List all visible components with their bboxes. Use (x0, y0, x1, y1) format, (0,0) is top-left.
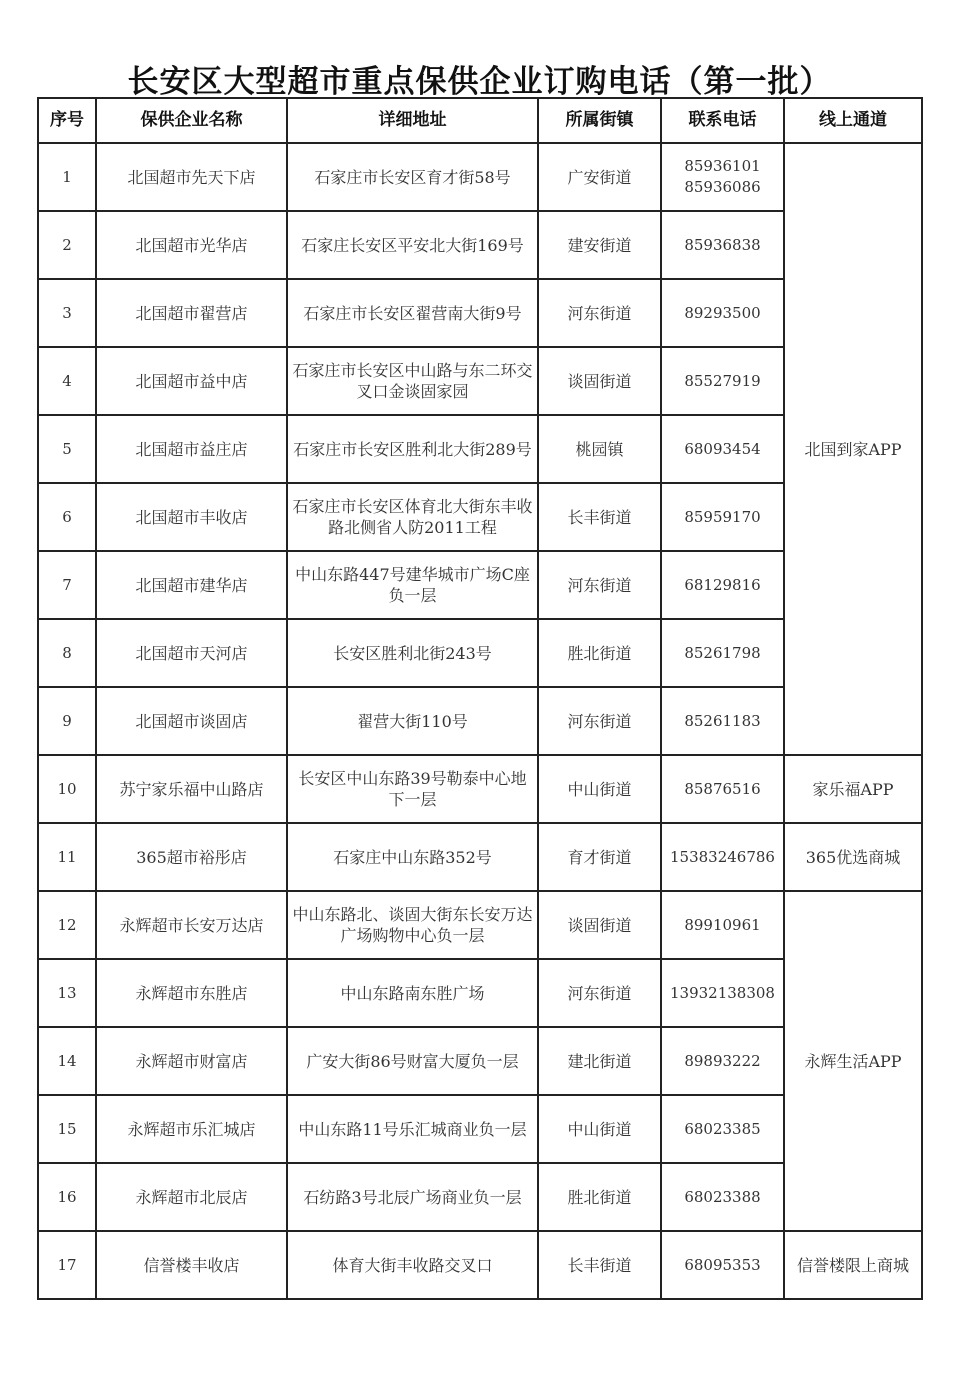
address: 广安大街86号财富大厦负一层 (287, 1027, 538, 1095)
phone-number: 85959170 (661, 483, 784, 551)
company-name: 北国超市光华店 (96, 211, 287, 279)
online-channel: 信誉楼限上商城 (784, 1231, 922, 1299)
table-body (38, 143, 922, 1299)
phone-number: 85936101 85936086 (661, 143, 784, 211)
street-town: 桃园镇 (538, 415, 661, 483)
street-town: 建安街道 (538, 211, 661, 279)
table-row (38, 891, 922, 959)
company-name: 永辉超市北辰店 (96, 1163, 287, 1231)
street-town: 河东街道 (538, 959, 661, 1027)
online-channel: 北国到家APP (784, 143, 922, 755)
row-number: 3 (38, 279, 96, 347)
street-town: 河东街道 (538, 687, 661, 755)
phone-number: 68129816 (661, 551, 784, 619)
street-town: 建北街道 (538, 1027, 661, 1095)
row-number: 7 (38, 551, 96, 619)
phone-number: 15383246786 (661, 823, 784, 891)
address: 石家庄中山东路352号 (287, 823, 538, 891)
row-number: 2 (38, 211, 96, 279)
company-name: 北国超市翟营店 (96, 279, 287, 347)
phone-number: 68095353 (661, 1231, 784, 1299)
row-number: 13 (38, 959, 96, 1027)
page-title: 长安区大型超市重点保供企业订购电话（第一批） (127, 64, 832, 100)
supplier-table (37, 97, 923, 1300)
row-number: 16 (38, 1163, 96, 1231)
street-town: 中山街道 (538, 1095, 661, 1163)
phone-number: 85261183 (661, 687, 784, 755)
street-town: 长丰街道 (538, 483, 661, 551)
table-header-row (38, 98, 922, 143)
address: 石家庄市长安区体育北大街东丰收路北侧省人防2011工程 (287, 483, 538, 551)
street-town: 长丰街道 (538, 1231, 661, 1299)
table-row (38, 823, 922, 891)
online-channel: 永辉生活APP (784, 891, 922, 1231)
table-row (38, 755, 922, 823)
phone-number: 68023388 (661, 1163, 784, 1231)
company-name: 北国超市益中店 (96, 347, 287, 415)
phone-number: 85527919 (661, 347, 784, 415)
company-name: 北国超市益庄店 (96, 415, 287, 483)
header-cell: 线上通道 (784, 98, 922, 143)
row-number: 10 (38, 755, 96, 823)
street-town: 河东街道 (538, 279, 661, 347)
address: 中山东路447号建华城市广场C座负一层 (287, 551, 538, 619)
row-number: 9 (38, 687, 96, 755)
company-name: 信誉楼丰收店 (96, 1231, 287, 1299)
street-town: 胜北街道 (538, 619, 661, 687)
company-name: 永辉超市乐汇城店 (96, 1095, 287, 1163)
company-name: 北国超市丰收店 (96, 483, 287, 551)
street-town: 育才街道 (538, 823, 661, 891)
company-name: 北国超市天河店 (96, 619, 287, 687)
address: 翟营大街110号 (287, 687, 538, 755)
online-channel: 365优选商城 (784, 823, 922, 891)
row-number: 15 (38, 1095, 96, 1163)
address: 石家庄市长安区翟营南大街9号 (287, 279, 538, 347)
header-cell: 保供企业名称 (96, 98, 287, 143)
company-name: 365超市裕彤店 (96, 823, 287, 891)
company-name: 永辉超市财富店 (96, 1027, 287, 1095)
phone-number: 89293500 (661, 279, 784, 347)
phone-number: 13932138308 (661, 959, 784, 1027)
street-town: 中山街道 (538, 755, 661, 823)
row-number: 17 (38, 1231, 96, 1299)
address: 中山东路北、谈固大街东长安万达广场购物中心负一层 (287, 891, 538, 959)
phone-number: 68093454 (661, 415, 784, 483)
row-number: 5 (38, 415, 96, 483)
phone-number: 89893222 (661, 1027, 784, 1095)
street-town: 谈固街道 (538, 347, 661, 415)
street-town: 谈固街道 (538, 891, 661, 959)
row-number: 6 (38, 483, 96, 551)
phone-number: 68023385 (661, 1095, 784, 1163)
company-name: 北国超市建华店 (96, 551, 287, 619)
address: 石纺路3号北辰广场商业负一层 (287, 1163, 538, 1231)
phone-number: 85261798 (661, 619, 784, 687)
company-name: 永辉超市东胜店 (96, 959, 287, 1027)
phone-number: 85936838 (661, 211, 784, 279)
row-number: 11 (38, 823, 96, 891)
street-town: 河东街道 (538, 551, 661, 619)
street-town: 广安街道 (538, 143, 661, 211)
company-name: 苏宁家乐福中山路店 (96, 755, 287, 823)
address: 石家庄长安区平安北大街169号 (287, 211, 538, 279)
online-channel: 家乐福APP (784, 755, 922, 823)
table-row (38, 1231, 922, 1299)
street-town: 胜北街道 (538, 1163, 661, 1231)
company-name: 北国超市谈固店 (96, 687, 287, 755)
phone-number: 85876516 (661, 755, 784, 823)
address: 体育大街丰收路交叉口 (287, 1231, 538, 1299)
header-cell: 联系电话 (661, 98, 784, 143)
header-cell: 详细地址 (287, 98, 538, 143)
header-cell: 所属街镇 (538, 98, 661, 143)
row-number: 14 (38, 1027, 96, 1095)
address: 长安区中山东路39号勒泰中心地下一层 (287, 755, 538, 823)
header-cell: 序号 (38, 98, 96, 143)
address: 石家庄市长安区育才街58号 (287, 143, 538, 211)
table-row (38, 143, 922, 211)
row-number: 1 (38, 143, 96, 211)
address: 中山东路11号乐汇城商业负一层 (287, 1095, 538, 1163)
phone-number: 89910961 (661, 891, 784, 959)
address: 长安区胜利北街243号 (287, 619, 538, 687)
row-number: 12 (38, 891, 96, 959)
row-number: 8 (38, 619, 96, 687)
company-name: 永辉超市长安万达店 (96, 891, 287, 959)
address: 石家庄市长安区中山路与东二环交叉口金谈固家园 (287, 347, 538, 415)
address: 石家庄市长安区胜利北大街289号 (287, 415, 538, 483)
company-name: 北国超市先天下店 (96, 143, 287, 211)
row-number: 4 (38, 347, 96, 415)
address: 中山东路南东胜广场 (287, 959, 538, 1027)
